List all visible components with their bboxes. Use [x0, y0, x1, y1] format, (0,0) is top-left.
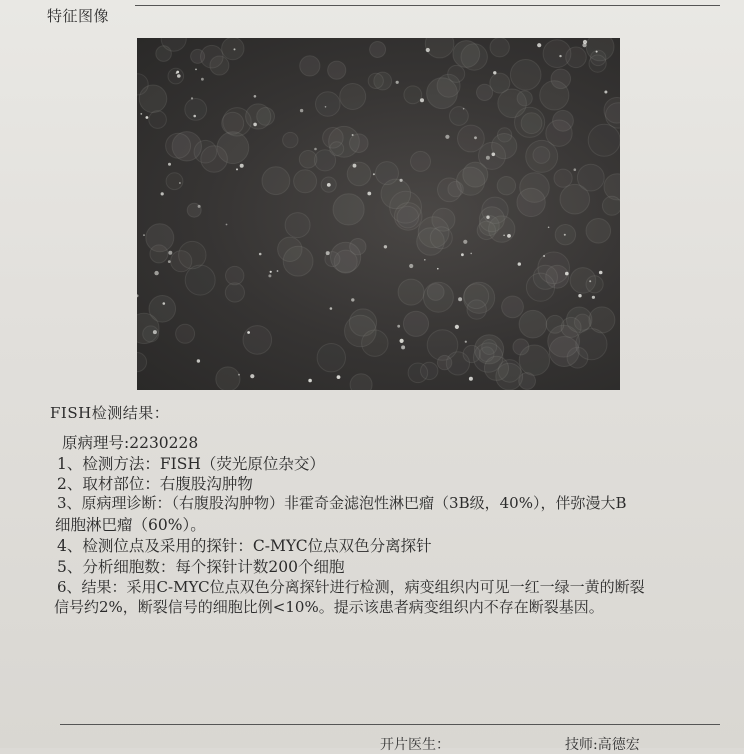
cell-nucleus: [540, 81, 569, 110]
cell-nucleus: [168, 68, 184, 84]
fluorescent-signal: [337, 375, 341, 379]
section-title: 特征图像: [47, 7, 110, 25]
cell-nucleus: [146, 224, 174, 252]
fluorescent-signal: [177, 74, 181, 78]
cell-nucleus: [498, 89, 527, 118]
diagnosis-line-cont: 细胞淋巴瘤（60%）。: [55, 516, 206, 534]
cell-nucleus: [458, 125, 485, 152]
cell-nucleus: [370, 42, 386, 58]
fluorescent-signal: [445, 135, 449, 139]
fluorescent-signal: [268, 274, 271, 277]
fluorescent-signal: [492, 153, 496, 157]
fluorescent-signal: [240, 164, 244, 168]
fluorescent-signal: [465, 341, 467, 343]
fluorescent-signal: [589, 280, 591, 282]
cell-nucleus: [294, 170, 317, 193]
cell-nucleus: [430, 227, 452, 249]
fluorescent-signal: [474, 136, 477, 139]
fluorescent-signal: [400, 179, 403, 182]
fluorescent-signal: [137, 294, 139, 297]
cell-nucleus: [149, 111, 167, 129]
physician-label: 开片医生：: [380, 737, 450, 753]
fluorescent-signal: [330, 307, 333, 310]
fluorescent-signal: [592, 296, 595, 299]
cell-nucleus: [427, 78, 458, 109]
cell-nucleus: [179, 241, 206, 268]
cell-nucleus: [519, 310, 547, 338]
cell-nucleus: [345, 315, 377, 347]
fluorescent-signal: [409, 264, 413, 268]
fluorescent-signal: [327, 183, 331, 187]
fluorescent-signal: [226, 224, 228, 226]
fluorescent-signal: [518, 262, 521, 265]
fluorescent-signal: [486, 156, 490, 160]
cell-nucleus: [243, 326, 272, 355]
cell-nucleus: [543, 40, 571, 68]
fluorescent-signal: [161, 192, 164, 195]
cell-nucleus: [588, 124, 620, 156]
cell-nucleus: [408, 363, 428, 383]
cell-nucleus: [510, 60, 541, 91]
fluorescent-signal: [314, 148, 317, 151]
fluorescent-signal: [503, 235, 505, 237]
fluorescent-signal: [493, 71, 496, 74]
cell-nucleus: [156, 46, 172, 62]
fluorescent-signal: [351, 298, 354, 301]
cell-nucleus: [316, 92, 341, 117]
fluorescent-signal: [367, 192, 371, 196]
fluorescent-signal: [564, 234, 566, 236]
fluorescent-signal: [384, 245, 387, 248]
cell-nucleus: [576, 329, 607, 360]
cell-nucleus: [519, 345, 549, 375]
fluorescent-signal: [543, 255, 545, 257]
cell-nucleus: [526, 140, 558, 172]
cell-nucleus: [368, 73, 383, 88]
cell-nucleus: [586, 219, 611, 244]
fluorescent-signal: [236, 168, 238, 170]
fluorescent-signal: [463, 108, 465, 110]
top-rule: [135, 5, 720, 6]
fluorescent-signal: [201, 78, 204, 81]
cell-nucleus: [490, 38, 509, 57]
fluorescent-signal: [458, 297, 462, 301]
fluorescent-signal: [247, 331, 250, 334]
fluorescent-signal: [168, 163, 171, 166]
cell-nucleus: [425, 38, 454, 58]
cell-nucleus: [477, 84, 493, 100]
cell-nucleus: [586, 276, 603, 293]
fluorescent-signal: [397, 325, 400, 328]
cell-nucleus: [427, 284, 444, 301]
fluorescent-signal: [469, 377, 473, 381]
fluorescent-signal: [250, 374, 254, 378]
cell-nucleus: [497, 177, 515, 195]
cell-nucleus: [222, 112, 244, 134]
fluorescent-signal: [143, 234, 145, 236]
fluorescent-signal: [599, 271, 603, 275]
fluorescent-signal: [195, 69, 197, 71]
fluorescent-signal: [424, 259, 426, 261]
fluorescent-signal: [604, 91, 607, 94]
cell-nucleus: [350, 374, 372, 390]
fluorescent-signal: [486, 216, 489, 219]
cell-nucleus: [602, 196, 620, 215]
cell-nucleus: [262, 167, 290, 195]
cell-nucleus: [479, 207, 504, 232]
cell-nucleus: [226, 266, 244, 284]
fluorescent-signal: [420, 98, 424, 102]
cell-nucleus: [246, 104, 271, 129]
fluorescent-signal: [325, 106, 327, 108]
fluorescent-signal: [461, 253, 464, 256]
fluorescent-signal: [176, 71, 179, 74]
technician-label: 技师:高德宏: [565, 737, 640, 753]
cell-nucleus: [225, 283, 244, 302]
fluorescent-signal: [179, 182, 181, 184]
fluorescent-signal: [238, 374, 240, 376]
cell-nucleus: [463, 162, 488, 187]
fluorescent-signal: [537, 43, 541, 47]
result-line-cont: 信号约2%，断裂信号的细胞比例<10%。提示该患者病变组织内不存在断裂基因。: [54, 598, 604, 616]
fluorescent-signal: [400, 339, 404, 343]
cell-nucleus: [502, 296, 524, 318]
cell-nucleus: [467, 300, 486, 319]
cell-nucleus: [589, 55, 606, 72]
cell-nucleus: [347, 162, 371, 186]
cell-nucleus: [398, 279, 424, 305]
cell-nucleus: [222, 38, 244, 60]
fluorescent-signal: [426, 48, 430, 52]
cell-nucleus: [448, 65, 465, 82]
cell-nucleus: [453, 41, 480, 68]
fluorescent-signal: [437, 268, 439, 270]
cell-nucleus: [577, 164, 604, 191]
cell-nucleus: [404, 86, 422, 104]
fluorescent-signal: [191, 97, 193, 99]
fluorescent-signal: [193, 115, 196, 118]
fluorescent-signal: [373, 173, 375, 175]
cell-nucleus: [403, 311, 428, 336]
fluorescent-signal: [234, 48, 236, 50]
cell-nucleus: [201, 45, 224, 68]
diagnosis-line: 3、原病理诊断：（右腹股沟肿物）非霍奇金滤泡性淋巴瘤（3B级，40%），伴弥漫大B: [57, 494, 627, 512]
cell-nucleus: [554, 169, 572, 187]
cell-nucleus: [328, 61, 346, 79]
cell-nucleus: [314, 150, 335, 171]
fluorescent-signal: [277, 270, 279, 272]
cell-nucleus: [166, 173, 183, 190]
fluorescent-signal: [270, 271, 272, 273]
fluorescent-signal: [168, 260, 171, 263]
fluorescent-signal: [582, 43, 586, 47]
cell-nucleus: [139, 85, 167, 113]
fluorescent-signal: [565, 272, 569, 276]
fluorescent-signal: [463, 240, 467, 244]
cell-nucleus: [340, 84, 366, 110]
cell-count-line: 5、分析细胞数：每个探针计数200个细胞: [57, 558, 345, 576]
fluorescent-signal: [507, 234, 511, 238]
fluorescent-signal: [140, 113, 142, 115]
fluorescent-signal: [198, 205, 201, 208]
cell-nucleus: [137, 353, 147, 372]
cell-nucleus: [350, 134, 369, 153]
cell-nucleus: [300, 56, 320, 76]
cell-nucleus: [185, 265, 215, 295]
cell-nucleus: [283, 132, 298, 147]
cell-nucleus: [176, 324, 195, 343]
fluorescent-signal: [455, 325, 459, 329]
fluorescent-signal: [548, 227, 550, 229]
cell-nucleus: [427, 330, 458, 361]
cell-nucleus: [450, 107, 469, 126]
fluorescent-signal: [396, 81, 399, 84]
cell-nucleus: [376, 162, 399, 185]
cell-nucleus: [216, 367, 240, 390]
fish-fluorescence-micrograph: [137, 38, 620, 390]
cell-nucleus: [317, 344, 345, 372]
case-number-line: 原病理号:2230228: [62, 434, 199, 452]
fluorescent-signal: [596, 51, 598, 53]
result-line: 6、结果：采用C-MYC位点双色分离探针进行检测，病变组织内可见一红一绿一黄的断裂: [57, 578, 645, 596]
cell-nucleus: [546, 315, 564, 333]
fluorescent-signal: [154, 271, 158, 275]
fluorescent-signal: [253, 123, 257, 127]
method-line: 1、检测方法：FISH（荧光原位杂交）: [57, 455, 325, 473]
cell-nucleus: [561, 317, 581, 337]
fluorescent-signal: [308, 379, 312, 383]
fluorescent-signal: [259, 253, 262, 256]
result-heading: FISH检测结果：: [50, 404, 170, 422]
probe-line: 4、检测位点及采用的探针：C-MYC位点双色分离探针: [57, 537, 432, 555]
cell-nucleus: [438, 178, 462, 202]
cell-nucleus: [411, 151, 431, 171]
site-line: 2、取材部位：右腹股沟肿物: [57, 475, 253, 493]
cell-nucleus: [201, 146, 228, 173]
cell-nucleus: [526, 273, 554, 301]
cell-nucleus: [517, 188, 545, 216]
fluorescent-signal: [168, 251, 172, 255]
fluorescent-signal: [559, 55, 561, 57]
cell-nucleus: [285, 213, 310, 238]
fluorescent-signal: [197, 359, 200, 362]
fluorescent-signal: [254, 95, 257, 98]
cell-nucleus: [166, 133, 191, 158]
fluorescent-signal: [146, 116, 149, 119]
cell-nucleus: [185, 99, 207, 121]
fluorescent-signal: [574, 168, 577, 171]
fluorescent-signal: [153, 330, 157, 334]
fluorescent-signal: [352, 134, 354, 136]
cell-nucleus: [333, 194, 364, 225]
cell-nucleus: [283, 246, 313, 276]
cell-nucleus: [484, 356, 508, 380]
fluorescent-signal: [300, 109, 303, 112]
cell-nucleus: [492, 134, 517, 159]
fluorescent-signal: [163, 302, 166, 305]
fluorescent-signal: [353, 164, 357, 168]
bottom-rule: [60, 724, 720, 725]
fluorescent-signal: [578, 294, 581, 297]
fluorescent-signal: [470, 253, 472, 255]
fluorescent-signal: [326, 251, 330, 255]
fluorescent-signal: [401, 345, 405, 349]
